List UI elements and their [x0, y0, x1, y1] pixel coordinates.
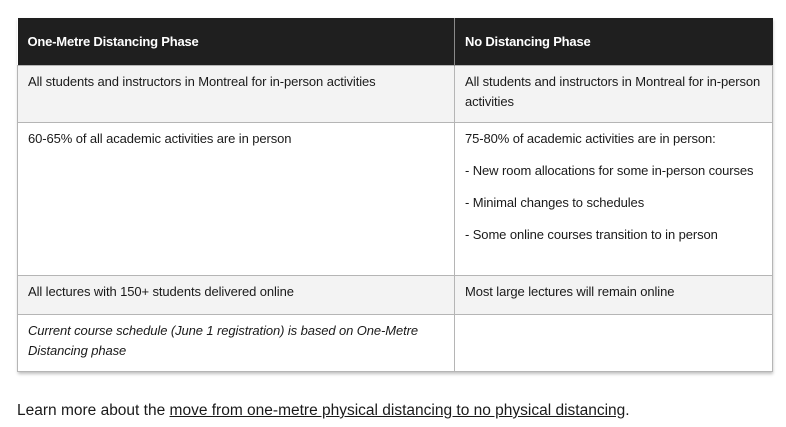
- cell-list-item: - Some online courses transition to in person: [465, 227, 718, 242]
- table-row: [18, 123, 773, 276]
- phase-comparison-table: [17, 18, 773, 372]
- cell-text: 75-80% of academic activities are in person:: [465, 131, 716, 146]
- cell-text: All students and instructors in Montreal for in-person activities: [28, 74, 376, 89]
- table-cell: [18, 123, 455, 276]
- table-cell: [18, 315, 455, 372]
- table-row: [18, 276, 773, 315]
- table-cell: [455, 66, 773, 123]
- cell-text: All lectures with 150+ students delivered online: [28, 284, 294, 299]
- table-cell: [18, 66, 455, 123]
- cell-note-text: Current course schedule (June 1 registration) is based on One-Metre Distancing phase: [28, 323, 418, 358]
- table-row: [18, 315, 773, 372]
- phase-comparison-table-container: [17, 18, 772, 372]
- header-no-distancing-phase: No Distancing Phase: [455, 18, 773, 66]
- cell-list-item: - New room allocations for some in-person courses: [465, 163, 754, 178]
- table-row: [18, 66, 773, 123]
- table-cell: [455, 123, 773, 276]
- table-cell-empty: [455, 315, 773, 372]
- footer-prefix-text: Learn more about the: [17, 402, 170, 419]
- table-cell: [18, 276, 455, 315]
- cell-list-item: - Minimal changes to schedules: [465, 195, 645, 210]
- distancing-transition-link[interactable]: move from one-metre physical distancing to no physical distancing: [169, 402, 626, 419]
- header-one-metre-phase: One-Metre Distancing Phase: [18, 18, 455, 66]
- cell-text: All students and instructors in Montreal for in-person activities: [465, 74, 761, 109]
- cell-text: 60-65% of all academic activities are in person: [28, 131, 292, 146]
- learn-more-footer: [17, 402, 630, 420]
- table-cell: [455, 276, 773, 315]
- footer-suffix-text: .: [625, 402, 630, 419]
- table-header-row: [18, 18, 773, 66]
- cell-text: Most large lectures will remain online: [465, 284, 675, 299]
